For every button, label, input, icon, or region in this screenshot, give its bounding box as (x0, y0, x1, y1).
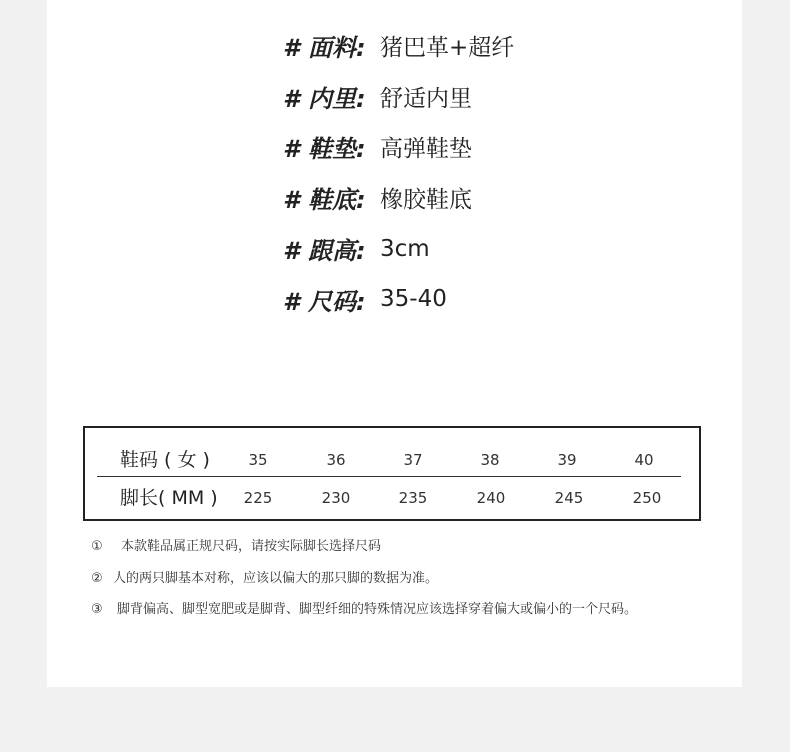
note-item (91, 569, 637, 601)
table-cell: 225 (243, 489, 273, 507)
table-divider (97, 476, 681, 477)
row-header-shoe-size: 鞋码 ( 女 ) (120, 449, 210, 471)
table-cell: 245 (554, 489, 584, 507)
size-row-shoe-size (85, 442, 699, 478)
spec-list (283, 20, 514, 325)
row-header-foot-length: 脚长( MM ) (120, 487, 218, 509)
table-cell: 35 (248, 451, 268, 469)
note-number: ② (91, 570, 103, 586)
spec-row-heel-height (283, 223, 514, 274)
spec-row-lining (283, 71, 514, 122)
note-item (91, 537, 637, 569)
spec-value: 猪巴革+超纤 (380, 34, 515, 61)
table-cell: 250 (632, 489, 662, 507)
spec-value: 3cm (380, 235, 430, 262)
note-item (91, 600, 637, 632)
spec-row-material (283, 20, 514, 71)
spec-row-outsole (283, 172, 514, 223)
note-text: 本款鞋品属正规尺码，请按实际脚长选择尺码 (121, 539, 382, 554)
table-cell: 230 (321, 489, 351, 507)
spec-label: # 尺码: (283, 287, 366, 316)
spec-label: # 面料: (283, 33, 366, 62)
table-cell: 40 (634, 451, 654, 469)
spec-label: # 内里: (283, 84, 366, 113)
spec-value: 35-40 (380, 286, 447, 313)
note-text: 人的两只脚基本对称，应该以偏大的那只脚的数据为准。 (113, 570, 439, 586)
size-chart-table (83, 426, 701, 521)
table-cell: 36 (326, 451, 346, 469)
note-text: 脚背偏高、脚型宽肥或是脚背、脚型纤细的特殊情况应该选择穿着偏大或偏小的一个尺码。 (117, 602, 638, 617)
note-number: ① (91, 539, 103, 554)
spec-row-insole (283, 122, 514, 173)
size-notes (91, 537, 637, 632)
table-cell: 240 (476, 489, 506, 507)
spec-label: # 鞋垫: (283, 135, 366, 164)
spec-label: # 跟高: (283, 237, 366, 266)
spec-value: 橡胶鞋底 (380, 187, 472, 214)
size-row-foot-length (85, 480, 699, 516)
spec-label: # 鞋底: (283, 186, 366, 215)
note-number: ③ (91, 602, 103, 617)
spec-value: 舒适内里 (380, 85, 472, 112)
spec-value: 高弹鞋垫 (380, 136, 472, 163)
table-cell: 235 (398, 489, 428, 507)
table-cell: 39 (557, 451, 577, 469)
spec-row-size-range (283, 274, 514, 325)
table-cell: 37 (403, 451, 423, 469)
table-cell: 38 (480, 451, 500, 469)
